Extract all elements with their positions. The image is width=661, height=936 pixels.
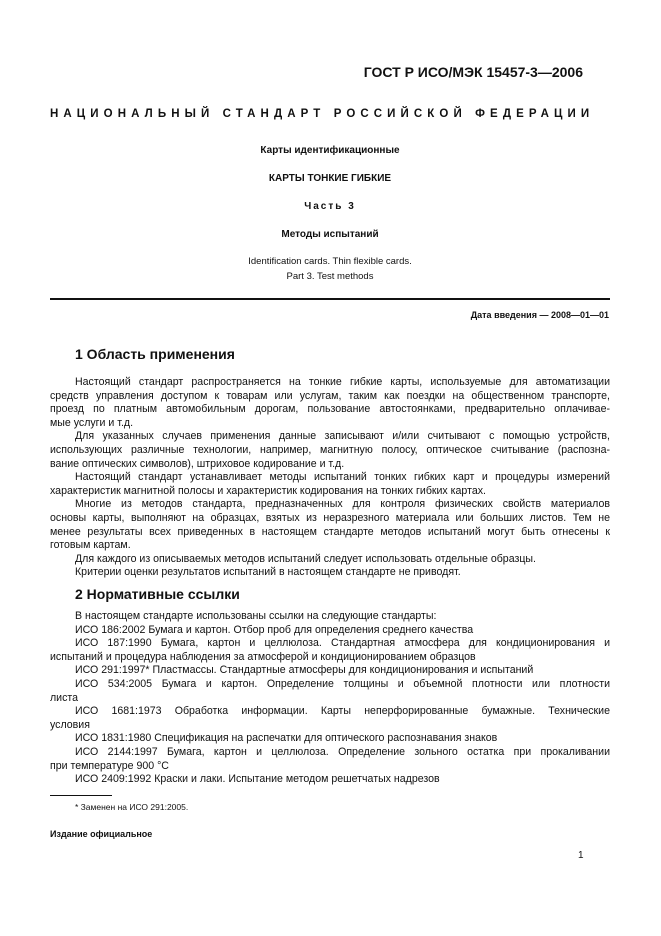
paragraph-line: вание оптических символов), штриховое кодирование и т.д. [50, 457, 345, 470]
paragraph-line: использующих различные технологии, например, магнитную полосу, оптическое считывание (распозна- [50, 443, 610, 456]
paragraph-line: ИСО 1681:1973 Обработка информации. Карты неперфорированные бумажные. Технические [75, 705, 610, 718]
footnote-divider [50, 795, 112, 796]
paragraph-line: проезд по платным автомобильным дорогам, пользование автостоянками, предварительно оплачивае- [50, 403, 610, 416]
title-category: Карты идентификационные [260, 145, 400, 156]
title-main: КАРТЫ ТОНКИЕ ГИБКИЕ [268, 173, 392, 184]
paragraph-line: листа [50, 691, 79, 704]
paragraph-line: основы карты, выполняют на образцах, взятых из неразрезного материала или больших листов. Тем не [50, 511, 610, 524]
effective-date: Дата введения — 2008—01—01 [470, 310, 609, 320]
standard-code: ГОСТ Р ИСО/МЭК 15457-3—2006 [363, 64, 583, 80]
title-english-2: Part 3. Test methods [286, 271, 374, 282]
paragraph-line: испытаний и процедура наблюдения за атмосферой и кондиционированием образцов [50, 650, 476, 663]
paragraph-line: ИСО 2144:1997 Бумага, картон и целлюлоза. Определение зольного остатка при прокаливании [75, 745, 610, 758]
section-2-heading: 2 Нормативные ссылки [75, 586, 240, 602]
paragraph-line: условия [50, 718, 90, 731]
paragraph-line: Настоящий стандарт устанавливает методы испытаний тонких гибких карт и процедуры измерений [75, 471, 610, 484]
paragraph-line: ИСО 291:1997* Пластмассы. Стандартные атмосферы для кондиционирования и испытаний [75, 664, 534, 677]
paragraph-line: средств управления доступом к товарам или услугам, таким как поездки на общественном транспорте, [50, 389, 610, 402]
paragraph-line: Многие из методов стандарта, предназначенных для контроля физических свойств материалов [75, 498, 610, 511]
section-1-body [50, 376, 610, 580]
divider [50, 298, 610, 300]
paragraph-line: ИСО 187:1990 Бумага, картон и целлюлоза. Стандартная атмосфера для кондиционирования и [75, 637, 610, 650]
paragraph-line: ИСО 2409:1992 Краски и лаки. Испытание методом решетчатых надрезов [75, 773, 440, 786]
paragraph-line: Критерии оценки результатов испытаний в настоящем стандарте не приводят. [75, 566, 461, 579]
title-english-1: Identification cards. Thin flexible cards. [248, 256, 412, 267]
paragraph-line: готовым картам. [50, 539, 131, 552]
national-standard-banner: НАЦИОНАЛЬНЫЙ СТАНДАРТ РОССИЙСКОЙ ФЕДЕРАЦИИ [50, 108, 595, 120]
paragraph-line: Для каждого из описываемых методов испытаний следует использовать отдельные образцы. [75, 552, 536, 565]
paragraph-line: Для указанных случаев применения данные записывают и/или считывают с помощью устройств, [75, 430, 610, 443]
paragraph-line: ИСО 534:2005 Бумага и картон. Определение толщины и объемной плотности или плотности [75, 677, 610, 690]
page-number: 1 [578, 850, 584, 861]
paragraph-line: мые услуги и т.д. [50, 416, 134, 429]
paragraph-line: ИСО 1831:1980 Спецификация на распечатки для оптического распознавания знаков [75, 732, 498, 745]
footnote: * Заменен на ИСО 291:2005. [75, 802, 189, 812]
paragraph-line: Настоящий стандарт распространяется на тонкие гибкие карты, используемые для автоматизации [75, 376, 610, 388]
section-2-body [50, 610, 610, 787]
paragraph-line: характеристик магнитной полосы и характеристик кодирования на тонких гибких картах. [50, 484, 486, 497]
paragraph-line: ИСО 186:2002 Бумага и картон. Отбор проб для определения среднего качества [75, 623, 474, 636]
title-part: Часть 3 [304, 201, 356, 212]
paragraph-line: менее результаты всех приведенных в настоящем стандарте методов испытаний могут быть отнесены к [50, 525, 610, 538]
paragraph-line: при температуре 900 °С [50, 759, 169, 772]
title-sub: Методы испытаний [281, 229, 379, 240]
paragraph-line: В настоящем стандарте использованы ссылки на следующие стандарты: [75, 610, 437, 622]
section-1-heading: 1 Область применения [75, 346, 235, 362]
edition-label: Издание официальное [50, 829, 153, 839]
